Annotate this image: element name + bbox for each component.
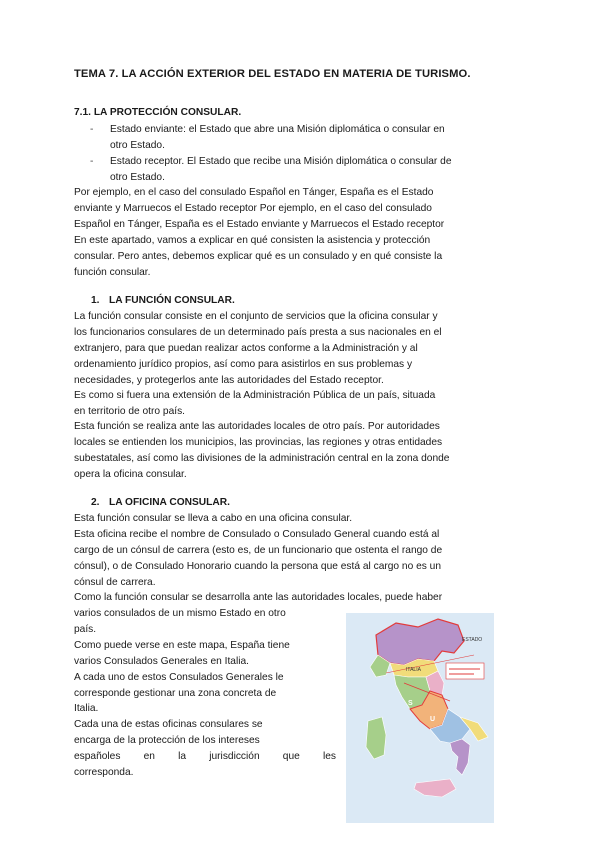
text-line: cónsul), o de Consulado Honorario cuando la persona que está al cargo no es un — [74, 560, 441, 572]
bullet-line: Estado enviante: el Estado que abre una Misión diplomática o consular en — [110, 124, 445, 135]
section-heading-2 — [91, 497, 230, 508]
text-line: enviante y Marruecos el Estado receptor Por ejemplo, en el caso del consulado — [74, 202, 432, 214]
text-line: La función consular consiste en el conjunto de servicios que la oficina consular y — [74, 311, 438, 322]
text-line: Como puede verse en este mapa, España tiene — [74, 639, 290, 651]
map-label: U — [430, 716, 436, 723]
section-heading-1 — [91, 295, 235, 306]
bullet-line: otro Estado. — [110, 171, 165, 183]
text-line: función consular. — [74, 266, 151, 278]
text-line: Español en Tánger, España es el Estado enviante y Marruecos el Estado receptor — [74, 218, 445, 230]
paragraph — [74, 233, 529, 281]
text-line: varios Consulados Generales en Italia. — [74, 655, 249, 667]
section-heading-7-1: 7.1. LA PROTECCIÓN CONSULAR. — [74, 107, 242, 118]
bullet-item — [90, 154, 452, 183]
text-line: Cada una de estas oficinas consulares se — [74, 719, 263, 731]
map-label: ITALIA — [406, 667, 421, 673]
text-line: extranjero, para que puedan realizar actos conforme a la Administración y al — [74, 342, 418, 354]
text-line: en territorio de otro país. — [74, 405, 185, 417]
bullet-dash: - — [90, 124, 94, 135]
text-line: locales se entienden los municipios, las provincias, las regiones y otras entidades — [74, 436, 443, 448]
text-line: consular. Pero antes, debemos explicar qué es un consulado y en qué consiste la — [74, 250, 443, 262]
bullet-line: otro Estado. — [110, 139, 165, 151]
text-line: Es como si fuera una extensión de la Administración Pública de un país, situada — [74, 390, 436, 401]
section-number: 1. — [91, 295, 100, 306]
bullet-line: Estado receptor. El Estado que recibe una Misión diplomática o consular de — [110, 156, 452, 167]
paragraph — [74, 527, 529, 591]
section-number: 2. — [91, 497, 100, 508]
map-caption-text — [74, 606, 336, 781]
italy-consular-map — [346, 613, 494, 823]
text-line: españoles en la jurisdicción que les — [74, 751, 336, 763]
text-line: Como la función consular se desarrolla ante las autoridades locales, puede haber — [74, 592, 443, 603]
text-line: cónsul de carrera. — [74, 576, 156, 588]
text-line: varios consulados de un mismo Estado en otro — [74, 608, 286, 619]
paragraph — [74, 185, 529, 233]
text-line: En este apartado, vamos a explicar en qué consisten la asistencia y protección — [74, 235, 431, 246]
section-title: LA OFICINA CONSULAR. — [109, 497, 230, 508]
text-line: corresponda. — [74, 767, 134, 779]
text-line: país. — [74, 623, 97, 635]
map-legend-box — [446, 663, 484, 679]
text-line: necesidades, y protegerlos ante las autoridades del Estado receptor. — [74, 374, 384, 386]
text-line: corresponde gestionar una zona concreta de — [74, 687, 277, 699]
text-line: Por ejemplo, en el caso del consulado Español en Tánger, España es el Estado — [74, 187, 434, 198]
text-line: encarga de la protección de los intereses — [74, 735, 260, 747]
text-line: opera la oficina consular. — [74, 468, 187, 480]
map-label: S — [408, 700, 413, 707]
text-line: subestatales, así como las divisiones de la administración central en la zona donde — [74, 452, 450, 464]
text-line: Esta función se realiza ante las autoridades locales de otro país. Por autoridades — [74, 421, 440, 432]
map-label: ESTADO — [462, 637, 483, 643]
text-line: Italia. — [74, 703, 99, 715]
text-line: Esta oficina recibe el nombre de Consulado o Consulado General cuando está al — [74, 529, 440, 540]
text-line: cargo de un cónsul de carrera (esto es, de un funcionario que ostenta el rango de — [74, 544, 443, 556]
text-line: Esta función consular se lleva a cabo en una oficina consular. — [74, 513, 353, 524]
bullet-dash: - — [90, 156, 94, 167]
text-line: los funcionarios consulares de un determinado país presta a sus nacionales en el — [74, 326, 442, 338]
paragraph — [74, 309, 529, 389]
paragraph — [74, 419, 529, 483]
section-title: LA FUNCIÓN CONSULAR. — [109, 295, 235, 306]
paragraph — [74, 511, 529, 527]
text-line: A cada uno de estos Consulados Generales le — [74, 671, 284, 683]
bullet-item — [90, 122, 445, 151]
paragraph — [74, 388, 529, 420]
text-line: ordenamiento jurídico propios, así como para asistirlos en sus problemas y — [74, 358, 413, 370]
paragraph — [74, 590, 529, 606]
document-title: TEMA 7. LA ACCIÓN EXTERIOR DEL ESTADO EN MATERIA DE TURISMO. — [74, 68, 471, 80]
